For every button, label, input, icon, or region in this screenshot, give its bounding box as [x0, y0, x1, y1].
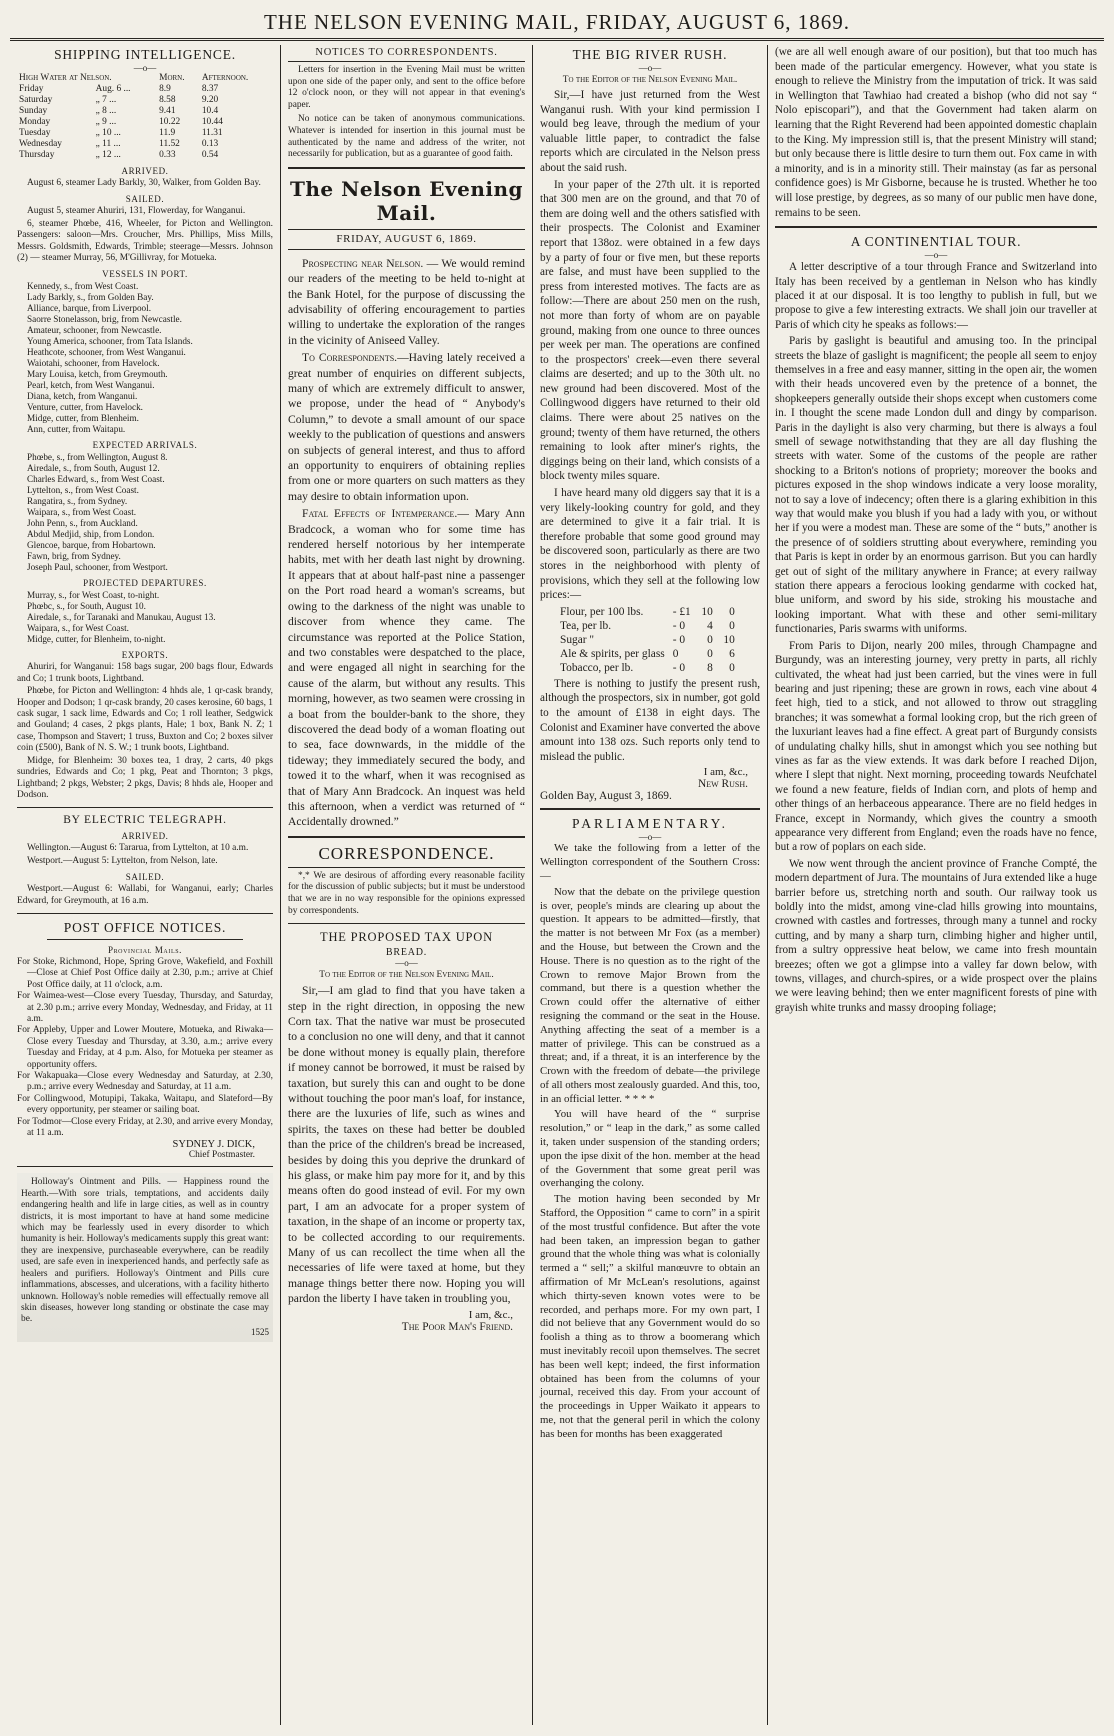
mail-entry: For Wakapuaka—Close every Wednesday and Saturday, at 2.30, p.m.; arrive every Wednesday and Saturday, at 11 a.m.	[17, 1071, 273, 1093]
list-item: Fawn, brig, from Sydney.	[27, 551, 121, 562]
tel-arrived-heading: ARRIVED.	[121, 831, 169, 842]
price-row	[556, 647, 739, 661]
parliamentary-text	[540, 842, 760, 1441]
tide-date: Aug. 6 ...	[95, 84, 131, 94]
tax-letter	[288, 983, 525, 1307]
notices-text	[288, 65, 525, 161]
divider	[288, 836, 525, 838]
tide-day: Tuesday	[19, 128, 51, 138]
tide-afternoon: 9.20	[201, 95, 219, 105]
price-pence: 0	[729, 605, 735, 618]
mail-entry: For Waimea-west—Close every Tuesday, Thursday, and Saturday, at 2.30 p.m.; arrive every Monday, Wednesday, and Friday, at 11 a.m.	[17, 991, 273, 1024]
post-office-title: POST OFFICE NOTICES.	[63, 919, 227, 935]
tide-date: „ 7 ...	[95, 95, 117, 105]
tide-afternoon: 10.44	[201, 117, 223, 127]
price-row	[556, 633, 739, 647]
column-3	[532, 45, 767, 1725]
list-item: Joseph Paul, schooner, from Westport.	[27, 562, 168, 573]
separator: —o—	[638, 63, 662, 73]
parliamentary-paragraph: The motion having been seconded by Mr Stafford, the Opposition “ came to corn” in a spirit of the most trustful confidence. But after the vote had been taken, an impression began to gather ground that the whole thing was what is colonially termed a “ sell;” a skilful manœuvre to obtain an affirmation of Mr McLean's resolutions, against which thirty-seven known votes were to be recorded, and perhaps more. For my own part, I did not believe that any Government would do so foolish a thing as to throw a boomerang which must inevitably recoil upon themselves. The secret has been well kept; indeed, the first information obtained has been from the columns of your journal, received this day. From your account of the proceedings in Upper Waikato it appears to me, not that the general peril in which the colony has been for months has been exaggerated	[540, 1193, 760, 1440]
masthead-rule	[10, 38, 1104, 41]
tide-afternoon: 11.31	[201, 128, 223, 138]
correspondence-title: CORRESPONDENCE.	[318, 843, 495, 863]
tide-morn: 8.9	[159, 84, 171, 94]
price-item: Tea, per lb.	[560, 619, 612, 632]
list-item: Charles Edward, s., from West Coast.	[27, 474, 165, 485]
parliamentary-paragraph: You will have heard of the “ surprise resolution,” or “ leap in the dark,” as some called it, taken under suspension of the standing orders; upon the ipse dixit of the hon. member at the head of the Government that some great peril was overhanging the colony.	[540, 1108, 760, 1190]
tide-day: Saturday	[19, 95, 53, 105]
tide-morn: 8.58	[159, 95, 176, 105]
list-item: Waiotahi, schooner, from Havelock.	[27, 358, 160, 369]
divider	[775, 226, 1097, 228]
list-item: Abdul Medjid, ship, from London.	[27, 529, 155, 540]
projected-heading: PROJECTED DEPARTURES.	[83, 578, 207, 589]
postmaster-name: SYDNEY J. DICK,	[172, 1139, 255, 1151]
export-entry: Phœbe, for Picton and Wellington: 4 hhds ale, 1 qr-cask brandy, Hooper and Dodson; 1 qr-cask brandy, 20 cases kerosine, 60 bags, 1 cask sugar, 1 sack lime, Edwards and Co; 1 roll leather, Sedgwick and Gouland; 4 cases, 2 pkgs plants, Hale; 1 box, Bank N. Z; 1 case, Thompson and Stavert; 1 truss, Buxton and Co; 2 boxes silver coin (£500), Bank of N. S. W.; 1 trunk boots, Lightband.	[17, 686, 273, 754]
tide-morn: 11.9	[159, 128, 176, 138]
price-row	[556, 619, 739, 633]
mails-text	[17, 957, 273, 1140]
separator: —o—	[133, 63, 157, 73]
sailed-text	[17, 206, 273, 264]
parliamentary-paragraph: Now that the debate on the privilege question is over, people's minds are clearing up about the question. It appears to be admitted—firstly, that the matter is not between Mr Fox (as a member) and the House, but between the Crown and the House. There is no question as to the right of the Crown to remove Major Brown from the command, but there is a question whether the Crown could offer the alternative of either resigning the command or the seat in the House. Anything affecting the seat of a member is a matter of privilege. This can be construed as a threat; and, if a threat, it is an interference by the Crown with the freedom of debate—the privilege of all others most zealously guarded. And this, too, in an official letter. * * * *	[540, 885, 760, 1105]
list-item: Airedale, s., from South, August 12.	[27, 463, 160, 474]
list-item: Diana, ketch, from Wanganui.	[27, 391, 138, 402]
tide-morn: 10.22	[159, 117, 181, 127]
divider	[288, 249, 525, 250]
tide-date: „ 10 ...	[95, 128, 121, 138]
mail-entry: For Appleby, Upper and Lower Moutere, Motueka, and Riwaka—Close every Tuesday and Thursday, at 3.30, a.m.; arrive every Tuesday and Friday, at 4 p.m. Also, for Motueka per steamer as opportunity offers.	[17, 1025, 273, 1070]
list-item: John Penn, s., from Auckland.	[27, 518, 138, 529]
rush-signature: New Rush.	[698, 778, 748, 791]
tide-day: Thursday	[19, 150, 55, 160]
tax-subtitle: BREAD.	[385, 947, 428, 959]
parliamentary-paragraph: We take the following from a letter of the Wellington correspondent of the Southern Cross:—	[540, 842, 760, 882]
list-item: Phœbc, s., for South, August 10.	[27, 601, 146, 612]
list-item: Saorre Stonelasson, brig, from Newcastle.	[27, 314, 182, 325]
paragraph-heading: Fatal Effects of Intemperance.	[302, 507, 458, 521]
tide-row	[17, 106, 273, 117]
tour-paragraph: Paris by gaslight is beautiful and amusing too. In the principal streets the blaze of gaslight is magnificent; the people all seem to enjoy themselves in a free and easy manner, sitting in the open air, the women with their heads uncovered even by the pretence of a bonnet, the shopkeepers generally outside their shops except when customers come in. I thought the scene made London dull and dingy by comparison. Paris in the daylight is also very charming, but there is always a foul smell of sewage notwithstanding that they are all day flushing the streets with water. Some of the customs of the people are rather shocking to a Briton's notions of propriety; moreover the books and pictures exposed in the shop windows indicate a very loose morality, not to say a love of indecency; often there is a glaring exhibition in this way that would make you blush if you had a lady with you, or without her if you were a modest man. These are some of the “ buts,” another is the presence of of soldiers strutting about everywhere, reminding you that Paris is kept in order by an enormous garrison. But you can hardly get out of sight of the military anywhere in France; at every railway station there appears a ferocious looking gendarme with cocked hat, blue uniform, and sword by his side, stroking his moustache and looking important. What with these and other semi-military functionaries, Paris swarms with uniforms.	[775, 335, 1097, 636]
list-item: Murray, s., for West Coast, to-night.	[27, 590, 160, 601]
column-2	[280, 45, 532, 1725]
tide-header: Afternoon.	[201, 73, 249, 83]
exports-heading: EXPORTS.	[121, 650, 169, 661]
paragraph-heading: Prospecting near Nelson.	[302, 256, 424, 270]
notice-entry: No notice can be taken of anonymous communications. Whatever is intended for insertion in this journal must be authenticated by the name and address of the writer, not necessarily for publication, but as a guarantee of good faith.	[288, 114, 525, 160]
list-item: Kennedy, s., from West Coast.	[27, 281, 139, 292]
tide-day: Wednesday	[19, 139, 62, 149]
parliamentary-title: PARLIAMENTARY.	[571, 816, 729, 832]
divider	[47, 939, 243, 940]
price-pounds: 0	[672, 647, 679, 660]
price-item: Tobacco, per lb.	[560, 661, 634, 674]
price-shillings: 10	[701, 605, 713, 618]
list-item: Lyttelton, s., from West Coast.	[27, 485, 139, 496]
notices-title: NOTICES TO CORRESPONDENTS.	[315, 47, 498, 58]
arrived-entry: August 6, steamer Lady Barkly, 30, Walker, from Golden Bay.	[27, 178, 261, 188]
exports-text	[17, 662, 273, 801]
tour-text	[775, 260, 1097, 1015]
divider	[288, 61, 525, 62]
divider	[540, 808, 760, 810]
tel-sailed-heading: SAILED.	[125, 872, 165, 883]
tel-arrived-text	[17, 843, 273, 867]
sailed-entry: August 5, steamer Ahuriri, 131, Flowerday, for Wanganui.	[27, 206, 246, 217]
holloway-text: Holloway's Ointment and Pills. — Happiness round the Hearth.—With sore trials, temptations, and accidents daily endangering health and life in large cities, as well as in country districts, it is most important to have at hand some medicine which may be fearlessly used in every disorder to which humanity is heir. Holloway's medicaments supply this great want: they are inexpensive, purchaseable everywhere, can be readily used, are safe even in inexperienced hands, and perfectly safe as healers and purifiers. Holloway's Ointment and Pills cure inflammations, abscesses, and ulcerations, with a facility hitherto unknown. Holloway's noble remedies will effectually remove all skin diseases, however long standing or obstinate the case may be.	[21, 1177, 269, 1325]
list-item: Pearl, ketch, from West Wanganui.	[27, 380, 155, 391]
tide-row	[17, 150, 273, 161]
arrived-heading: ARRIVED.	[121, 166, 169, 176]
postmaster-title: Chief Postmaster.	[188, 1150, 255, 1161]
tide-afternoon: 0.13	[201, 139, 219, 149]
paragraph-text: — Mary Ann Bradcock, a woman who for some time has rendered herself notorious by her intemperate habits, met with her death last night by drowning. It appears that at about half-past nine a passenger on the Port road heard a woman's screams, but owing to the darkness of the night was unable to discover from whence they came. The circumstance was reported at the Police Station, and two constables were despatched to the place, and were engaged all night in searching for the cause of the alarm, but without any results. This morning, however, as two seamen were crossing in a boat from the boulder-bank to the shore, they discovered the dead body of a woman floating out to sea, face downwards, in the middle of the tideway; they immediately secured the body, and towed it to the wharf, when it was recognised as that of Mary Ann Bradcock. An inquest was held this afternoon, when a verdict was returned of “ Accidentally drowned.”	[288, 507, 525, 829]
expected-list	[17, 452, 273, 573]
tide-row	[17, 117, 273, 128]
mail-entry: For Stoke, Richmond, Hope, Spring Grove, Wakefield, and Foxhill—Close at Chief Post Office daily at 2.30, p.m.; arrive at Chief Post Office daily, at 11 o'clock, a.m.	[17, 956, 273, 990]
divider	[17, 913, 273, 914]
price-pence: 10	[723, 633, 735, 646]
tide-date: „ 12 ...	[95, 150, 121, 160]
rush-letter	[540, 88, 760, 603]
mail-entry: For Todmor—Close every Friday, at 2.30, and arrive every Monday, at 11 a.m.	[17, 1116, 273, 1139]
list-item: Heathcote, schooner, from West Wanganui.	[27, 347, 186, 358]
export-entry: Midge, for Blenheim: 30 boxes tea, 1 dray, 2 carts, 40 pkgs sundries, Edwards and Co; 1 pkg, Peat and Thornton; 3 pkgs, Lightband; 2 pkgs, Webster; 2 pkgs, Davis; 8 hhds ale, Hooper and Dodson.	[17, 755, 273, 800]
letter-body: Sir,—I am glad to find that you have taken a step in the right direction, in opposing the new Corn tax. That the native war must be prosecuted to a conclusion no one will deny, and that it cannot be done without money is equally plain, therefore if money cannot be borrowed, it must be raised by taxation, but surely this can and ought to be done without touching the poor man's loaf, for instance, there are the luxuries of life, such as wines and spirits, the taxes on these had better be doubled than the price of the children's bread be increased, besides by doing this you deprive the drunkard of his glass, or make him pay more for it, and by this means often do good instead of evil. For my own part, I am an advocate for a proper system of taxation, in the shape of an income or property tax, to be collected according to our requirements. Many of us can recollect the time when all the necessaries of life were taxed at home, but they manage things better there now. Hoping you will pardon the liberty I have taken in troubling you,	[288, 984, 525, 1306]
telegraph-entry: Westport.—August 6: Wallabi, for Wanganui, early; Charles Edward, for Greymouth, at 16 a.m.	[17, 884, 273, 906]
list-item: Airedale, s., for Taranaki and Manukau, August 13.	[27, 612, 216, 623]
letter-paragraph: There is nothing to justify the present rush, although the prospectors, six in number, got gold to the amount of £138 in eight days. The Colonist and Examiner have converted the above amount into 138 ozs. Such reports only tend to mislead the public.	[540, 677, 760, 763]
continued-paragraph: (we are all well enough aware of our position), but that too much has been made of the particular emergency. However, what you state is enough to relieve the Ministry from the imputation of trick. It was said in Wellington that Tawhiao had created a bishop (who did not say “ Nolo episcopari”), and that the Government had taken alarm on learning that the Right Reverend had been appointed domestic chaplain to the King. My impression still is, that the present Ministry will stand; but only because there is little desire to turn them out. Fox came in with a minority, and is in a minority still. Their mainstay (as far as personal confidence goes) is Mr Gisborne, because he is trusted. Whether he too will lose prestige, by degrees, as so many of our public men have done, remains to be seen.	[775, 46, 1097, 219]
correspondence-note	[288, 871, 525, 917]
rush-iam: I am, &c.,	[703, 766, 748, 779]
divider	[17, 1166, 273, 1167]
shipping-title: SHIPPING INTELLIGENCE.	[54, 47, 236, 62]
export-entry: Ahuriri, for Wanganui: 158 bags sugar, 200 bags flour, Edwards and Co; 1 trunk boots, Lightband.	[17, 662, 273, 684]
tide-row	[17, 128, 273, 139]
letter-paragraph: I have heard many old diggers say that it is a very likely-looking country for gold, and they are determined to give it a fair trial. It is therefore probable that some good ground may be discovered soon, particularly as there are two stores in the neighborhood with plenty of provisions, which they sell at the following low prices:—	[540, 487, 760, 602]
rush-place-date: Golden Bay, August 3, 1869.	[540, 790, 672, 803]
price-shillings: 4	[707, 619, 713, 632]
price-shillings: 0	[707, 633, 713, 646]
dateline: FRIDAY, AUGUST 6, 1869.	[336, 232, 477, 245]
tide-morn: 9.41	[159, 106, 176, 116]
tide-header: High Water at Nelson.	[19, 73, 112, 83]
list-item: Venture, cutter, from Havelock.	[27, 402, 143, 413]
letter-paragraph: Sir,—I have just returned from the West Wanganui rush. With your kind permission I would beg leave, through the medium of your valuable little paper, to contradict the false reports which are circulated in the Nelson press about the said rush.	[540, 89, 760, 174]
paragraph-text: — We would remind our readers of the meeting to be held to-night at the Bank Hotel, for the purpose of discussing the advisability of offering encouragement to parties willing to undertake the exploration of the ranges in the vicinity of Aniseed Valley.	[288, 256, 525, 347]
list-item: Glencoe, barque, from Hobartown.	[27, 540, 156, 551]
tax-signature: The Poor Man's Friend.	[401, 1320, 513, 1333]
column-1	[10, 45, 280, 1725]
tide-row	[17, 139, 273, 150]
prospecting-paragraph	[288, 256, 525, 348]
list-item: Young America, schooner, from Tata Islands.	[27, 336, 193, 347]
paragraph-text: —Having lately received a great number of enquiries on different subjects, many of which are extremely difficult to answer, we propose, under the head of “ Anybody's Column,” to devote a small amount of our space weekly to the publication of questions and answers on subjects of general interest, and thus to afford an opportunity to enquirers of obtaining replies from one or more quarters on such matters as they may desire to obtain information upon.	[288, 351, 525, 503]
column-4	[767, 45, 1104, 1725]
tour-paragraph: We now went through the ancient province of Franche Compté, the modern department of Jura. The mountains of Jura extended like a huge barrier before us, stretching north and south. Our railway took us boldly into the midst, among vine-clad hills growing into mountains, crowned with castles and fortresses, through many a tunnel and rocky cutting, and by many a sharp turn, climbing higher and higher until, from a sultry oppressive heat below, we came into fresh mountain breezes; often we got a glimpse into a valley far down below, with towns, villages, and church-spires, or a wide prospect over the plains we were leaving behind; then we enter magnificent forests of pine with grayish white trunks and massy drooping foliage;	[775, 857, 1097, 1014]
sailed-heading: SAILED.	[125, 194, 165, 205]
tax-to-editor: To the Editor of the Nelson Evening Mail.	[319, 970, 494, 981]
list-item: Midge, cutter, from Blenheim.	[27, 413, 139, 424]
telegraph-entry: Westport.—August 5: Lyttelton, from Nelson, late.	[27, 855, 218, 866]
arrived-text	[17, 178, 273, 189]
intemperance-paragraph	[288, 506, 525, 830]
tide-day: Monday	[19, 117, 51, 127]
rush-to-editor: To the Editor of the Nelson Evening Mail.	[562, 75, 738, 85]
price-pounds: - 0	[672, 633, 686, 646]
projected-list	[17, 590, 273, 645]
tour-title: A CONTINENTIAL TOUR.	[850, 234, 1022, 250]
vessels-heading: VESSELS IN PORT.	[102, 269, 188, 280]
price-row	[556, 605, 739, 619]
note-text: *,* We are desirous of affording every reasonable facility for the discussion of public subjects; but it must be understood that we are in no way responsible for the opinions expressed by correspondents.	[288, 870, 525, 916]
parliamentary-continued	[775, 45, 1097, 220]
rush-after	[540, 677, 760, 765]
correspondents-paragraph	[288, 350, 525, 504]
list-item: Alliance, barque, from Liverpool.	[27, 303, 151, 314]
price-pence: 0	[729, 619, 735, 632]
notice-entry: Letters for insertion in the Evening Mail must be written upon one side of the paper only, and sent to the office before 12 o'clock noon, or they will not appear in that evening's paper.	[288, 65, 525, 110]
tax-iam: I am, &c.,	[468, 1308, 513, 1321]
tide-header-row	[17, 73, 273, 84]
tide-header: Morn.	[159, 73, 185, 83]
holloway-advert	[17, 1173, 273, 1342]
sailed-entry: 6, steamer Phœbe, 416, Wheeler, for Picton and Wellington. Passengers: saloon—Mrs. Croucher, Mrs. Phillips, Miss Mills, Messrs. Goldsmith, Edwards, Trimble; steerage—Messrs. Johnson (2) — steamer Murray, 56, M'Gillivray, for Motueka.	[17, 218, 273, 264]
mail-entry: For Collingwood, Motupipi, Takaka, Waitapu, and Slateford—By every opportunity, per steamer or sailing boat.	[17, 1093, 273, 1116]
tide-row	[17, 84, 273, 95]
price-pence: 6	[729, 647, 735, 660]
page-number: 1525	[251, 1326, 269, 1337]
tel-sailed-text	[17, 884, 273, 907]
price-shillings: 0	[707, 647, 713, 660]
tide-day: Sunday	[19, 106, 48, 116]
price-pounds: - 0	[672, 661, 686, 674]
tax-title: THE PROPOSED TAX UPON	[320, 930, 493, 945]
price-item: Flour, per 100 lbs.	[560, 605, 644, 618]
telegraph-title: BY ELECTRIC TELEGRAPH.	[63, 814, 227, 827]
tide-afternoon: 0.54	[201, 150, 219, 160]
masthead: THE NELSON EVENING MAIL, FRIDAY, AUGUST 6, 1869.	[263, 10, 851, 34]
provincial-heading: Provincial Mails.	[107, 944, 183, 955]
tide-date: „ 8 ...	[95, 106, 117, 116]
tide-morn: 0.33	[159, 150, 176, 160]
divider	[288, 867, 525, 868]
tide-afternoon: 10.4	[201, 106, 219, 116]
price-item: Sugar "	[560, 633, 595, 646]
tide-day: Friday	[19, 84, 44, 94]
separator: —o—	[924, 250, 948, 261]
divider	[288, 923, 525, 924]
list-item: Mary Louisa, ketch, from Greymouth.	[27, 369, 168, 380]
divider	[288, 229, 525, 230]
divider	[288, 167, 525, 169]
tide-afternoon: 8.37	[201, 84, 219, 94]
letter-paragraph: In your paper of the 27th ult. it is reported that 300 men are on the ground, and that 70 of them are doing well and the others satisfied with their prospects. The Colonist and Examiner report that 138oz. were obtained in a few days by a party of four or five men, but these reports are false, and must have been supplied to the press from interested motives. The facts are as follow:—There are about 250 men on the rush, not more than forty of whom are on payable ground, making from one ounce to three ounces per week per man. The operations are confined to the prospectors' creek—even there several claims are deserted; and up to the 30th ult. no new ground had been discovered. Most of the Collingwood diggers have returned to their old claims. There were about 25 natives on the ground; twenty of them have returned, the others remaining to look after miner's rights, the diggings being on their land, which consists of a block twenty miles square.	[540, 178, 760, 483]
list-item: Waipara, s., from West Coast.	[27, 507, 137, 518]
price-pounds: - £1	[672, 605, 691, 618]
list-item: Waipara, s., for West Coast.	[27, 623, 129, 634]
tide-date: „ 11 ...	[95, 139, 121, 149]
list-item: Amateur, schooner, from Newcastle.	[27, 325, 162, 336]
vessels-list	[17, 281, 273, 435]
price-row	[556, 661, 739, 675]
rush-title: THE BIG RIVER RUSH.	[572, 47, 728, 62]
price-item: Ale & spirits, per glass	[560, 647, 665, 660]
tide-morn: 11.52	[159, 139, 180, 149]
list-item: Rangatira, s., from Sydney.	[27, 496, 128, 507]
tour-paragraph: From Paris to Dijon, nearly 200 miles, through Champagne and Burgundy, was an interesting journey, very pretty in parts, all richly cultivated, the wheat had just been carried, but the vines were in full bearing and just ripening; these are grown in rows, each vine about 4 feet high, tied to a stick, and not allowed to throw out straggling branches; it was somewhat a formal looking crop, but the rich green of the luxuriant leaves had a fine effect. A great part of Burgundy consists of undulating chalky hills, shut in amongst which you see nothing but vines as far as the view extends. It was dark before I reached Dijon, where I slept that night. Next morning, proceeding towards Neufchatel we found a new feature, fields of Indian corn, and plots of hemp and other things of an herbaceous appearance. There are no field hedges in France, except in Normandy, which gives the country a smooth appearance very different from England; even the roads have no fence, but a row of poplars on each side.	[775, 639, 1097, 854]
separator: —o—	[395, 958, 418, 969]
price-table	[556, 605, 739, 675]
price-shillings: 8	[707, 661, 713, 674]
columns	[10, 45, 1104, 1725]
list-item: Ann, cutter, from Waitapu.	[27, 424, 126, 435]
tide-table	[17, 73, 273, 161]
tide-date: „ 9 ...	[95, 117, 117, 127]
tour-paragraph: A letter descriptive of a tour through France and Switzerland into Italy has been received by a gentleman in Nelson who has kindly placed it at our disposal. It is too lengthy to publish in full, but we propose to give a few interesting extracts. We shall join our traveller at Paris of which city he speaks as follows:—	[775, 261, 1097, 331]
list-item: Lady Barkly, s., from Golden Bay.	[27, 292, 154, 303]
paper-title: The Nelson Evening Mail.	[289, 176, 524, 225]
list-item: Midge, cutter, for Blenheim, to-night.	[27, 634, 166, 645]
list-item: Phœbe, s., from Wellington, August 8.	[27, 452, 168, 463]
tide-row	[17, 95, 273, 106]
separator: —o—	[638, 832, 662, 843]
divider	[17, 807, 273, 808]
telegraph-entry: Wellington.—August 6: Tararua, from Lyttelton, at 10 a.m.	[27, 843, 249, 854]
paragraph-heading: To Correspondents.	[302, 351, 398, 365]
editorial-notes	[288, 256, 525, 830]
expected-heading: EXPECTED ARRIVALS.	[92, 440, 198, 451]
price-pounds: - 0	[672, 619, 686, 632]
price-pence: 0	[729, 661, 735, 674]
